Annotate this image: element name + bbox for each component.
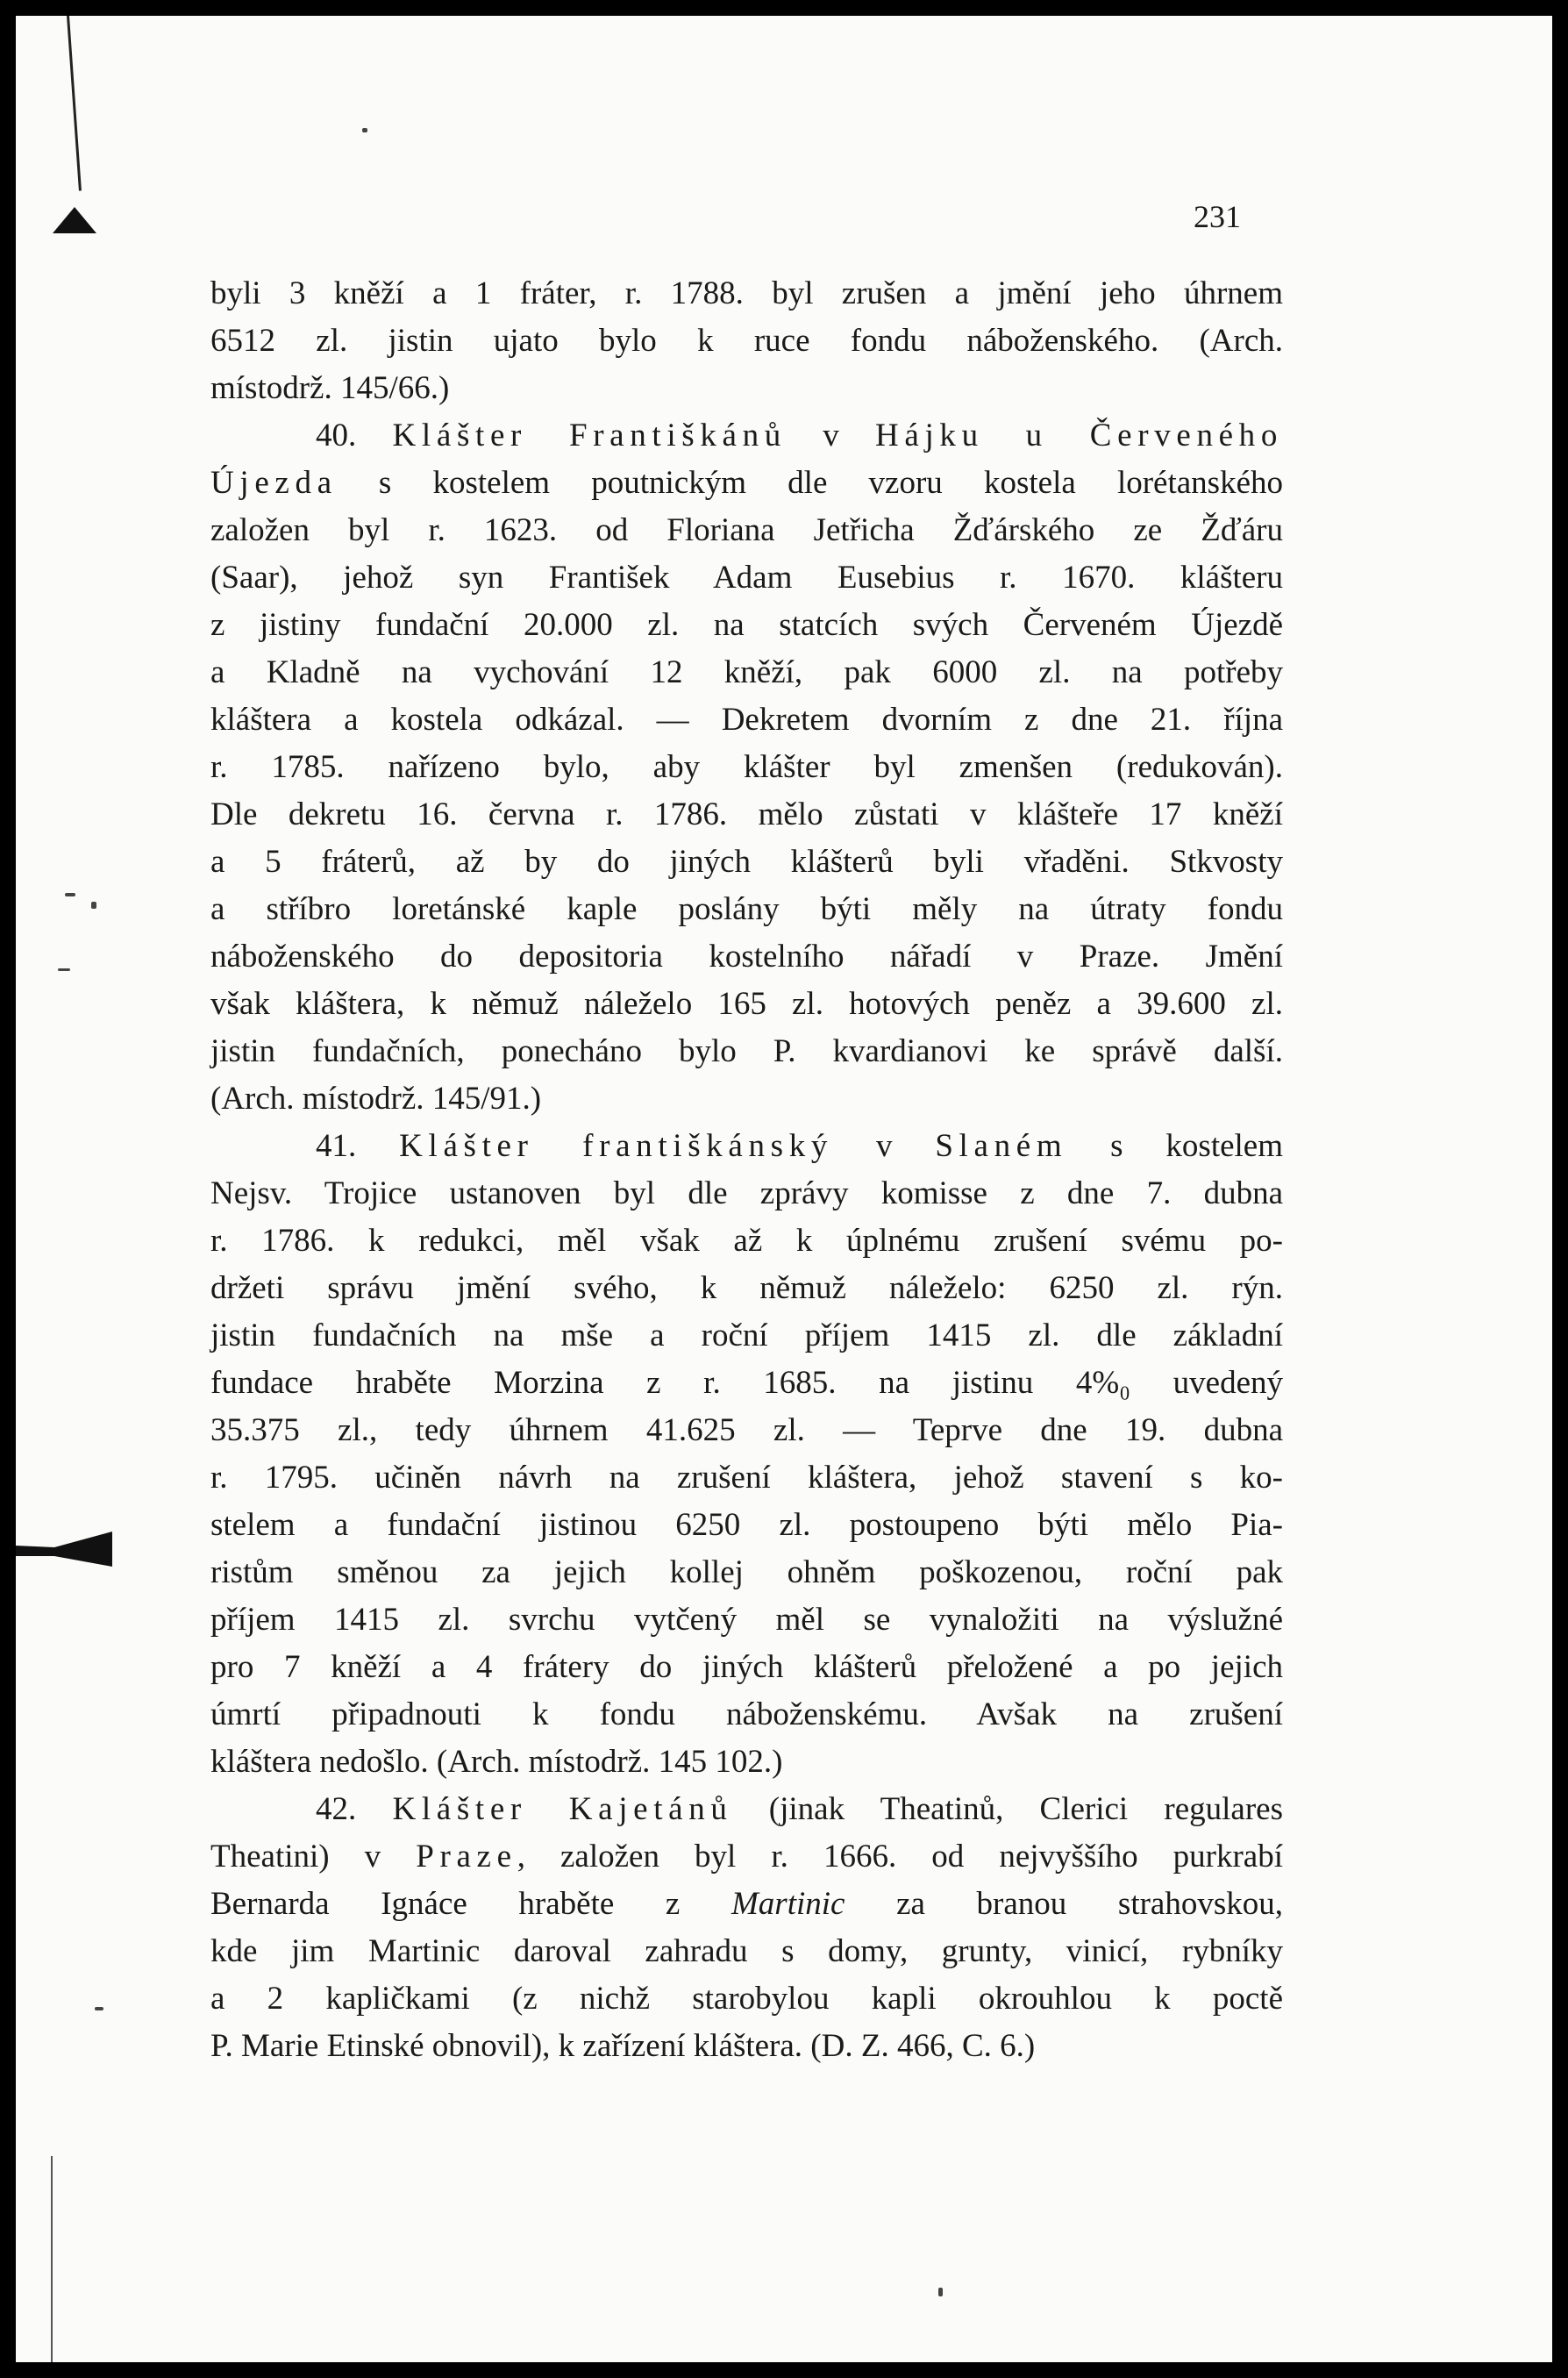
text-line: držeti správu jmění svého, k němuž náleželo: 6250 zl. rýn. xyxy=(210,1270,1283,1306)
speck xyxy=(91,902,96,909)
text-line: fundace hraběte Morzina z r. 1685. na jistinu 4%₀ uvedený xyxy=(210,1365,1283,1401)
text-line: a 2 kapličkami (z nichž starobylou kapli okrouhlou k poctě xyxy=(210,1981,1283,2017)
text-line: a Kladně na vychování 12 kněží, pak 6000 zl. na potřeby xyxy=(210,654,1283,690)
speck xyxy=(65,893,75,896)
text-line: ristům směnou za jejich kollej ohněm poškozenou, roční pak xyxy=(210,1554,1283,1590)
text-line: jistin fundačních na mše a roční příjem 1415 zl. dle základní xyxy=(210,1318,1283,1353)
text-line: jistin fundačních, ponecháno bylo P. kvardianovi ke správě další. xyxy=(210,1033,1283,1069)
text-line: 6512 zl. jistin ujato bylo k ruce fondu náboženského. (Arch. xyxy=(210,323,1283,359)
text-line: kde jim Martinic daroval zahradu s domy, grunty, vinicí, rybníky xyxy=(210,1933,1283,1969)
text-line-heading-42: 42. Klášter Kajetánů (jinak Theatinů, Clerici regulares xyxy=(316,1791,1283,1827)
text-line: úmrtí připadnouti k fondu náboženskému. Avšak na zrušení xyxy=(210,1696,1283,1732)
speck xyxy=(95,2007,103,2010)
text-line: však kláštera, k němuž náleželo 165 zl. hotových peněz a 39.600 zl. xyxy=(210,986,1283,1022)
text-line: Nejsv. Trojice ustanoven byl dle zprávy komisse z dne 7. dubna xyxy=(210,1175,1283,1211)
text-line: z jistiny fundační 20.000 zl. na statcích svých Červeném Újezdě xyxy=(210,607,1283,643)
scan-artifact-top xyxy=(53,207,96,233)
text-line: pro 7 kněží a 4 frátery do jiných klášterů přeložené a po jejich xyxy=(210,1649,1283,1685)
page-number: 231 xyxy=(1194,199,1241,234)
scan-edge-line xyxy=(67,16,82,191)
text-line-heading-41: 41. Klášter františkánský v Slaném s kostelem xyxy=(316,1128,1283,1164)
book-page xyxy=(16,16,1552,2362)
text-line: P. Marie Etinské obnovil), k zařízení kláštera. (D. Z. 466, C. 6.) xyxy=(210,2028,1036,2064)
text-line: r. 1785. nařízeno bylo, aby klášter byl zmenšen (redukován). xyxy=(210,749,1283,785)
body-text xyxy=(210,270,1283,2070)
speck xyxy=(362,128,367,132)
text-line: Theatini) v Praze, založen byl r. 1666. od nejvyššího purkrabí xyxy=(210,1839,1284,1875)
text-line: (Arch. místodrž. 145/91.) xyxy=(210,1081,542,1117)
text-line-heading-40: 40. Klášter Františkánů v Hájku u Červeného xyxy=(316,418,1284,453)
speck xyxy=(938,2288,943,2296)
text-line: stelem a fundační jistinou 6250 zl. postoupeno býti mělo Pia- xyxy=(210,1507,1283,1543)
text-line: místodrž. 145/66.) xyxy=(210,370,450,406)
text-line: r. 1786. k redukci, měl však až k úplnému zrušení svému po- xyxy=(210,1223,1283,1259)
text-line: kláštera a kostela odkázal. — Dekretem dvorním z dne 21. října xyxy=(210,702,1283,738)
text-line: Dle dekretu 16. června r. 1786. mělo zůstati v klášteře 17 kněží xyxy=(210,796,1283,832)
text-line: příjem 1415 zl. svrchu vytčený měl se vynaložiti na výslužné xyxy=(210,1602,1283,1638)
text-line: byli 3 kněží a 1 fráter, r. 1788. byl zrušen a jmění jeho úhrnem xyxy=(210,275,1283,311)
text-line: a stříbro loretánské kaple poslány býti měly na útraty fondu xyxy=(210,891,1283,927)
speck xyxy=(58,968,70,971)
text-line: (Saar), jehož syn František Adam Eusebius r. 1670. klášteru xyxy=(210,560,1283,596)
text-line: Újezda s kostelem poutnickým dle vzoru kostela lorétanského xyxy=(210,465,1283,501)
text-line: Bernarda Ignáce hraběte z Martinic za branou strahovskou, xyxy=(210,1886,1283,1922)
text-line: r. 1795. učiněn návrh na zrušení kláštera, jehož stavení s ko- xyxy=(210,1460,1283,1496)
text-line: založen byl r. 1623. od Floriana Jetřicha Žďárského ze Žďáru xyxy=(210,512,1283,548)
text-line: a 5 fráterů, až by do jiných klášterů byli vřaděni. Stkvosty xyxy=(210,844,1283,880)
text-line: kláštera nedošlo. (Arch. místodrž. 145 102.) xyxy=(210,1744,783,1780)
scan-edge-line-bottom xyxy=(51,2156,53,2362)
text-line: náboženského do depositoria kostelního nářadí v Praze. Jmění xyxy=(210,939,1283,975)
text-line: 35.375 zl., tedy úhrnem 41.625 zl. — Teprve dne 19. dubna xyxy=(210,1412,1283,1448)
scan-artifact-middle xyxy=(16,1532,112,1567)
